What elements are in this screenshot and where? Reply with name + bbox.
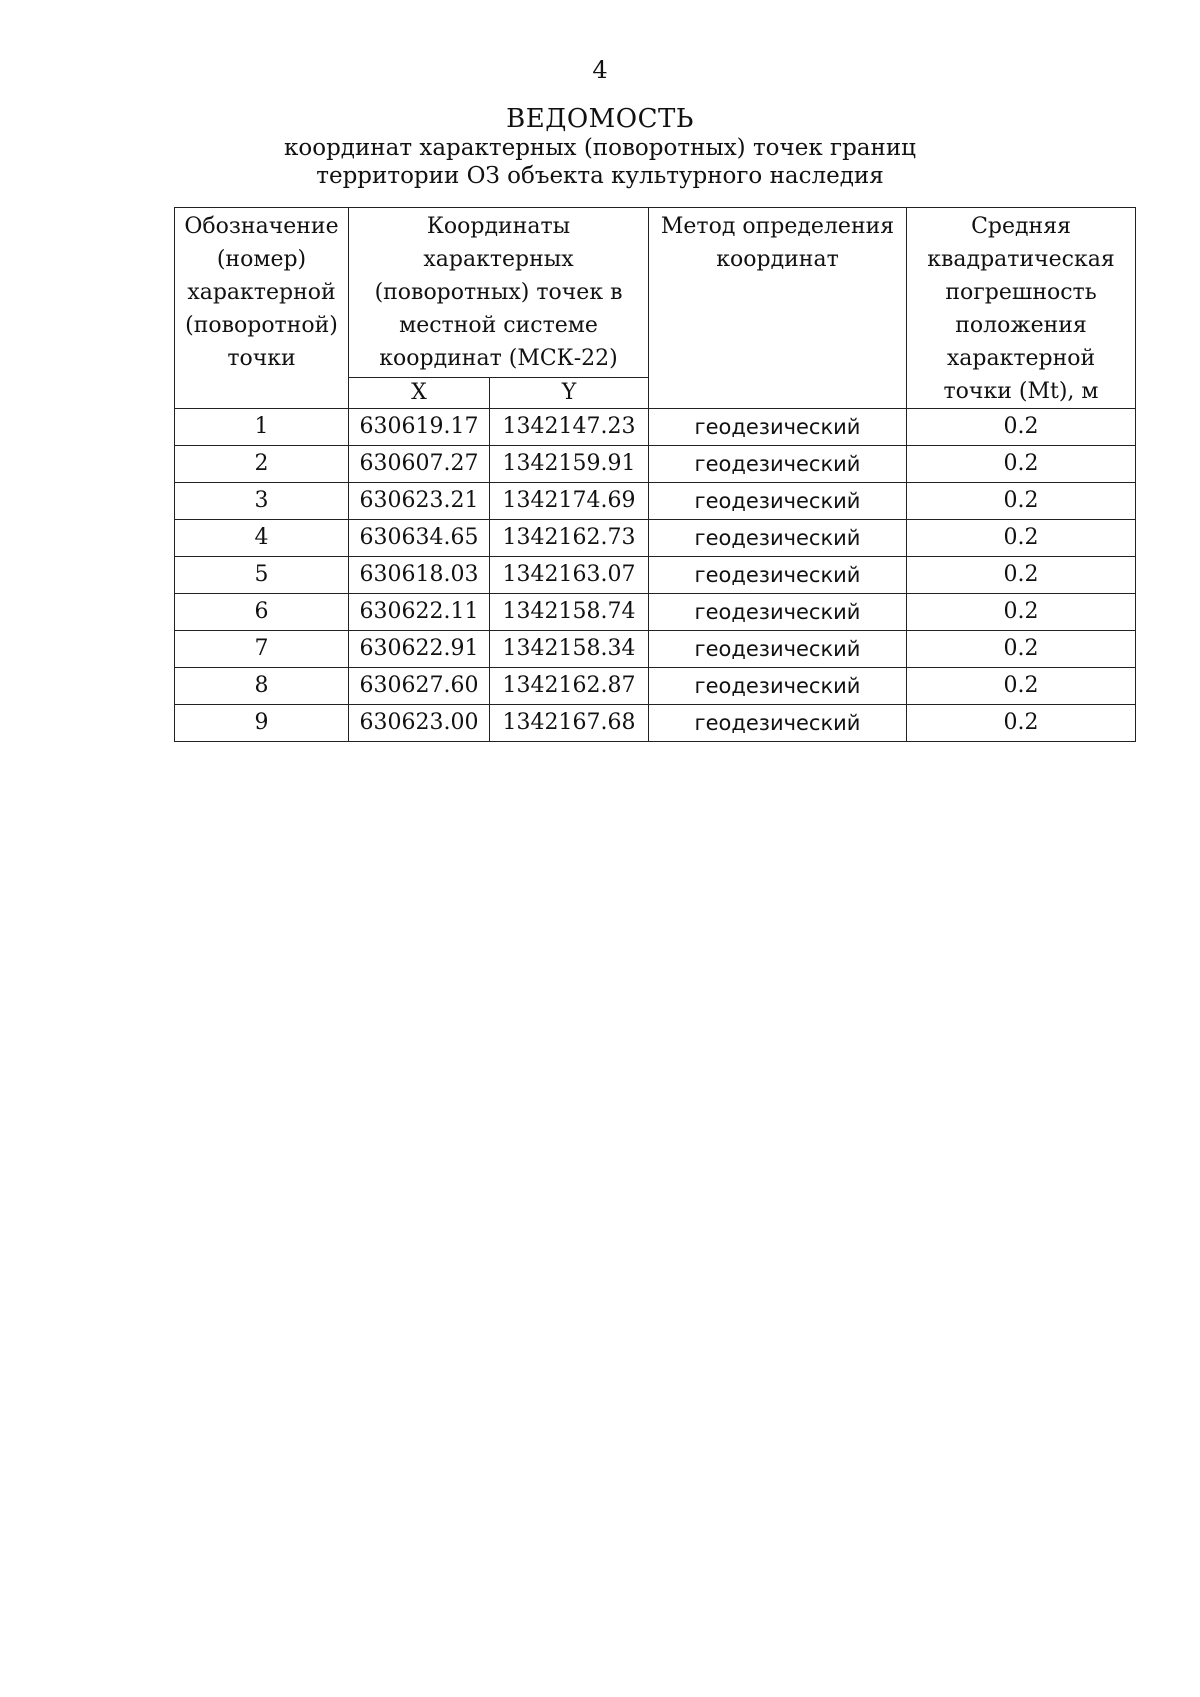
cell-error: 0.2 (907, 520, 1136, 557)
table-row (175, 557, 1136, 594)
cell-point: 9 (175, 705, 349, 742)
cell-y: 1342163.07 (490, 557, 649, 594)
subtitle-line-1: координат характерных (поворотных) точек границ (284, 135, 916, 161)
cell-x: 630623.21 (349, 483, 490, 520)
cell-method: геодезический (649, 557, 907, 594)
header-y: Y (490, 377, 649, 408)
cell-point: 5 (175, 557, 349, 594)
cell-method: геодезический (649, 668, 907, 705)
cell-x: 630623.00 (349, 705, 490, 742)
page-number: 4 (592, 56, 608, 84)
cell-x: 630619.17 (349, 409, 490, 446)
header-x: X (349, 377, 490, 408)
document-title: ВЕДОМОСТЬ (506, 104, 694, 134)
cell-y: 1342158.74 (490, 594, 649, 631)
cell-y: 1342147.23 (490, 409, 649, 446)
header-method: Метод определения координат (649, 208, 907, 409)
cell-error: 0.2 (907, 409, 1136, 446)
table-row (175, 668, 1136, 705)
table-header-row (175, 208, 1136, 378)
cell-y: 1342158.34 (490, 631, 649, 668)
cell-y: 1342167.68 (490, 705, 649, 742)
cell-method: геодезический (649, 631, 907, 668)
coordinates-table (174, 207, 1136, 742)
cell-x: 630627.60 (349, 668, 490, 705)
cell-y: 1342162.87 (490, 668, 649, 705)
cell-point: 4 (175, 520, 349, 557)
table-row (175, 520, 1136, 557)
cell-method: геодезический (649, 705, 907, 742)
document-subtitle (0, 134, 1200, 190)
cell-x: 630622.91 (349, 631, 490, 668)
table-row (175, 409, 1136, 446)
cell-point: 1 (175, 409, 349, 446)
table-row (175, 631, 1136, 668)
cell-error: 0.2 (907, 483, 1136, 520)
header-mean-square-error: Средняя квадратическая погрешность положения характерной точки (Mt), м (907, 208, 1136, 409)
table-row (175, 705, 1136, 742)
cell-x: 630622.11 (349, 594, 490, 631)
cell-method: геодезический (649, 409, 907, 446)
cell-error: 0.2 (907, 557, 1136, 594)
header-coordinates: Координаты характерных (поворотных) точек в местной системе координат (МСК-22) (349, 208, 649, 378)
subtitle-line-2: территории ОЗ объекта культурного наследия (316, 163, 884, 189)
cell-error: 0.2 (907, 631, 1136, 668)
cell-method: геодезический (649, 520, 907, 557)
cell-error: 0.2 (907, 446, 1136, 483)
header-point-designation: Обозначение (номер) характерной (поворотной) точки (175, 208, 349, 409)
cell-x: 630618.03 (349, 557, 490, 594)
cell-y: 1342162.73 (490, 520, 649, 557)
cell-method: геодезический (649, 446, 907, 483)
cell-point: 8 (175, 668, 349, 705)
cell-y: 1342174.69 (490, 483, 649, 520)
cell-point: 2 (175, 446, 349, 483)
cell-error: 0.2 (907, 705, 1136, 742)
cell-x: 630607.27 (349, 446, 490, 483)
table-row (175, 594, 1136, 631)
cell-method: геодезический (649, 594, 907, 631)
cell-error: 0.2 (907, 668, 1136, 705)
cell-point: 6 (175, 594, 349, 631)
cell-error: 0.2 (907, 594, 1136, 631)
cell-x: 630634.65 (349, 520, 490, 557)
cell-y: 1342159.91 (490, 446, 649, 483)
cell-method: геодезический (649, 483, 907, 520)
table-row (175, 446, 1136, 483)
cell-point: 7 (175, 631, 349, 668)
table-row (175, 483, 1136, 520)
cell-point: 3 (175, 483, 349, 520)
